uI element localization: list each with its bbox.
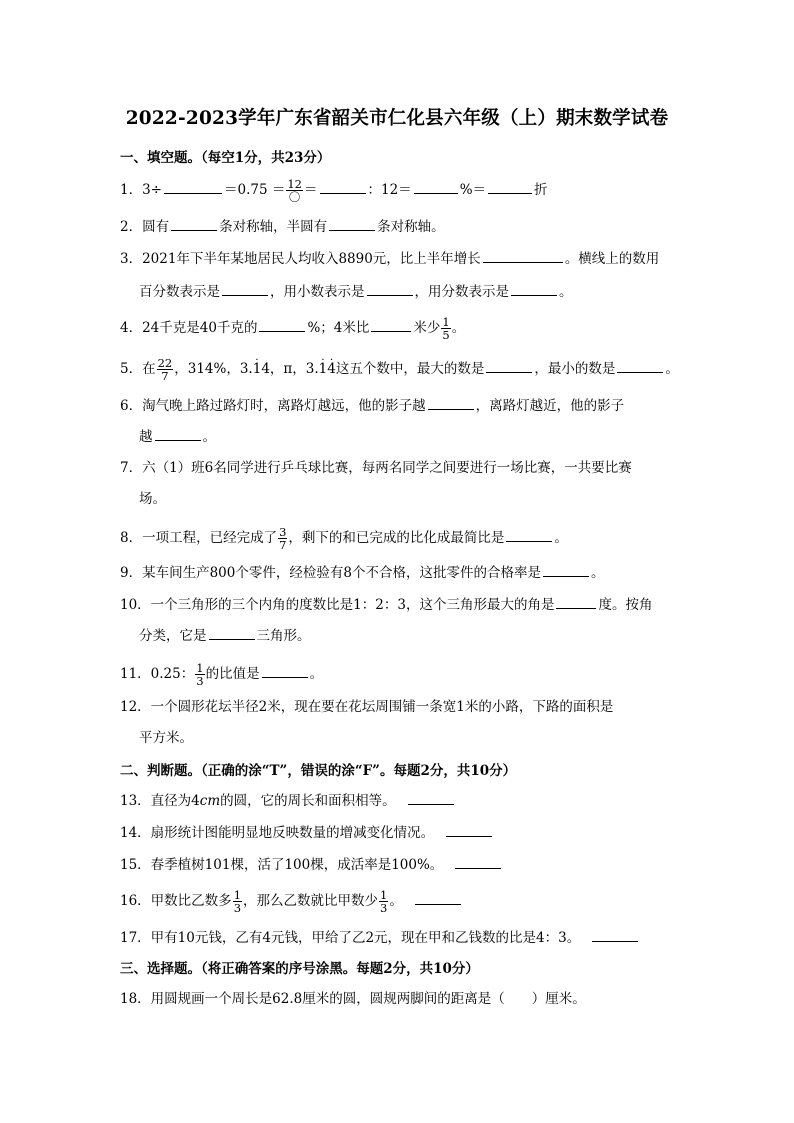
answer-blank[interactable] (414, 180, 458, 194)
answer-blank[interactable] (556, 595, 596, 609)
question-6-cont: 越 。 (139, 429, 216, 445)
answer-blank[interactable] (367, 282, 413, 296)
answer-blank[interactable] (155, 427, 201, 441)
fraction: $\frac{1}{3}$ (380, 888, 388, 915)
question-17: 17．甲有10元钱，乙有4元钱，甲给了乙2元，现在甲和乙钱数的比是4：3。 (120, 928, 640, 947)
fraction: $\frac{22}{7}$ (157, 356, 173, 383)
answer-blank[interactable] (455, 855, 501, 869)
fraction: $\frac{1}{3}$ (233, 888, 242, 915)
answer-blank[interactable] (262, 664, 308, 678)
question-16: 16．甲数比乙数多 $\frac{1}{3}$ ，那么乙数就比甲数少 $\frac{1}{3}$ 。 (120, 889, 463, 914)
question-14: 14．扇形统计图能明显地反映数量的增减变化情况。 (120, 823, 494, 842)
fraction: $\frac{12}{\text{〇}}$ (287, 177, 302, 204)
question-13: 13．直径为4cm的圆，它的周长和面积相等。 (120, 791, 456, 810)
question-9: 9．某车间生产800个零件，经检验有8个不合格，这批零件的合格率是 。 (120, 565, 605, 581)
question-4: 4．24千克是40千克的 %；4米比 米少 $\frac{1}{5}$ 。 (120, 315, 466, 342)
answer-blank[interactable] (259, 318, 305, 332)
question-5: 5．在 $\frac{22}{7}$ ，314%，3.1 ·4，π，3.1 ·4 ·这五个数中，最大的数是 ，最小的数是 。 (120, 357, 679, 382)
fraction: $\frac{1}{3}$ (196, 661, 204, 688)
question-6: 6．淘气晚上路过路灯时，离路灯越远，他的影子越 ，离路灯越近，他的影子 (120, 398, 625, 414)
answer-blank[interactable] (506, 528, 552, 542)
answer-blank[interactable] (415, 891, 461, 905)
question-1: 1．3÷ ＝0.75 ＝ $\frac{12}{\text{〇}}$ ＝ ：12＝ %＝ 折 (120, 177, 548, 204)
answer-blank[interactable] (446, 823, 492, 837)
answer-blank[interactable] (408, 791, 454, 805)
answer-blank[interactable] (164, 180, 222, 194)
answer-blank[interactable] (371, 318, 411, 332)
answer-blank[interactable] (592, 928, 638, 942)
answer-blank[interactable] (543, 563, 589, 577)
question-8: 8．一项工程，已经完成了 $\frac{3}{7}$ ，剩下的和已完成的比化成最简比是 。 (120, 525, 568, 552)
section-multiple-choice-heading: 三、选择题。（将正确答案的序号涂黑。每题2分，共10分） (120, 961, 479, 977)
exam-title: 2022-2023学年广东省韶关市仁化县六年级（上）期末数学试卷 (125, 108, 669, 129)
question-11: 11．0.25： $\frac{1}{3}$ 的比值是 。 (120, 661, 324, 688)
question-7: 7．六（1）班6名同学进行乒乓球比赛，每两名同学之间要进行一场比赛，一共要比赛 (120, 460, 632, 476)
answer-blank[interactable] (488, 180, 532, 194)
question-15: 15．春季植树101棵，活了100棵，成活率是100%。 (120, 855, 503, 874)
fraction: $\frac{3}{7}$ (279, 525, 287, 552)
question-10: 10．一个三角形的三个内角的度数比是1：2：3，这个三角形最大的角是 度。按角 (120, 597, 653, 613)
answer-blank[interactable] (222, 282, 268, 296)
answer-blank[interactable] (428, 396, 474, 410)
question-2: 2．圆有 条对称轴，半圆有 条对称轴。 (120, 219, 445, 235)
answer-blank[interactable] (486, 359, 532, 373)
question-12-cont: 平方米。 (139, 730, 193, 746)
section-fill-in-heading: 一、填空题。（每空1分，共23分） (120, 150, 331, 166)
answer-blank[interactable] (209, 626, 255, 640)
section-true-false-heading: 二、判断题。（正确的涂“T”，错误的涂“F”。每题2分，共10分） (120, 763, 517, 779)
answer-blank[interactable] (329, 217, 375, 231)
answer-blank[interactable] (171, 217, 217, 231)
question-18: 18．用圆规画一个周长是62.8厘米的圆，圆规两脚间的距离是（ ）厘米。 (120, 991, 586, 1007)
answer-blank[interactable] (617, 359, 663, 373)
question-7-cont: 场。 (139, 491, 166, 507)
answer-blank[interactable] (320, 180, 366, 194)
fraction: $\frac{1}{5}$ (442, 315, 450, 342)
answer-blank[interactable] (483, 249, 563, 263)
question-3: 3．2021年下半年某地居民人均收入8890元，比上半年增长 。横线上的数用 (120, 251, 660, 267)
question-10-cont: 分类，它是 三角形。 (139, 628, 311, 644)
question-3-cont: 百分数表示是 ，用小数表示是 ，用分数表示是 。 (139, 284, 573, 300)
answer-blank[interactable] (511, 282, 557, 296)
question-12: 12．一个圆形花坛半径2米，现在要在花坛周围铺一条宽1米的小路，下路的面积是 (120, 699, 614, 715)
